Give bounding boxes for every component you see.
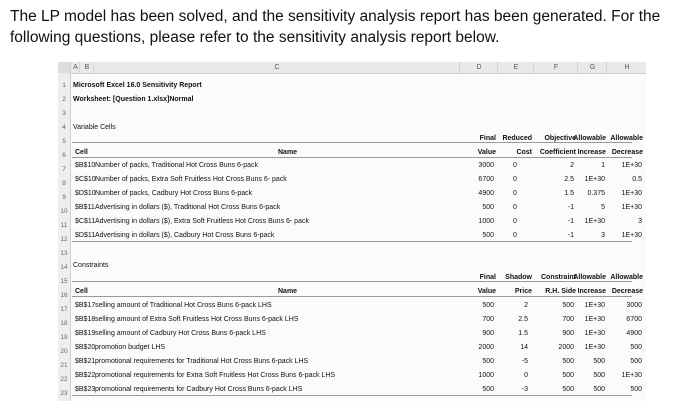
table-cell: 1E+30 [584, 302, 605, 309]
table-cell: 500 [630, 386, 642, 393]
column-c-header[interactable]: C [93, 62, 460, 73]
column-header: Cell [75, 149, 88, 156]
table-cell: 1 [601, 162, 605, 169]
row-number[interactable]: 21 [60, 362, 68, 369]
table-cell: $B$11 [75, 204, 95, 211]
column-header: Decrease [611, 288, 643, 295]
column-header: Name [278, 288, 298, 295]
table-cell: $B$18 [75, 316, 96, 323]
table-cell: 1.5 [518, 330, 528, 337]
column-e-header[interactable]: E [497, 62, 534, 73]
column-header: R.H. Side [545, 288, 576, 295]
table-cell: 5 [601, 204, 605, 211]
row-number[interactable]: 16 [60, 292, 68, 299]
column-header: Cell [75, 288, 88, 295]
table-cell: $B$23 [75, 386, 96, 393]
table-cell: $D$11 [75, 232, 96, 239]
table-cell: Advertising in dollars ($), Extra Soft Fruitless Hot Cross Buns 6- pack [95, 218, 309, 225]
table-cell: 900 [562, 330, 574, 337]
table-cell: -5 [521, 358, 528, 365]
table-cell: 0 [513, 218, 517, 225]
row-number[interactable]: 17 [60, 306, 68, 313]
table-cell: 0 [513, 204, 517, 211]
worksheet-label: Worksheet: [Question 1.xlsx]Normal [73, 96, 194, 103]
table-cell: 1E+30 [621, 372, 642, 379]
row-number[interactable]: 2 [62, 96, 66, 103]
table-cell: 1E+30 [621, 190, 642, 197]
header-divider [72, 296, 632, 297]
table-cell: 0 [513, 176, 517, 183]
table-cell: -1 [567, 204, 574, 211]
column-header: Increase [577, 149, 606, 156]
row-number[interactable]: 8 [62, 180, 66, 187]
table-cell: 1000 [478, 218, 494, 225]
column-header: Decrease [611, 149, 643, 156]
column-header: Final [479, 274, 496, 281]
column-header: Cost [516, 149, 532, 156]
table-cell: 0 [524, 372, 528, 379]
table-cell: Advertising in dollars ($), Cadbury Hot Cross Buns 6-pack [95, 232, 275, 239]
table-cell: 0.5 [632, 176, 642, 183]
column-d-header[interactable]: D [459, 62, 498, 73]
table-cell: promotional requirements for Traditional Hot Cross Buns 6-pack LHS [95, 358, 309, 365]
column-header: Coefficient [539, 149, 576, 156]
table-cell: 2 [524, 302, 528, 309]
select-all-corner[interactable] [58, 62, 70, 73]
table-cell: 500 [593, 358, 605, 365]
table-bottom-border [72, 395, 632, 396]
column-header: Objective [544, 135, 576, 142]
table-cell: 4900 [626, 330, 642, 337]
row-number[interactable]: 22 [60, 376, 68, 383]
header-divider [72, 142, 632, 143]
table-cell: promotion budget LHS [95, 344, 166, 351]
row-number[interactable]: 1 [62, 82, 66, 89]
table-cell: 1E+30 [621, 162, 642, 169]
table-cell: $C$10 [75, 176, 96, 183]
column-header: Value [477, 288, 496, 295]
table-cell: 1000 [478, 372, 494, 379]
table-cell: 2.5 [518, 316, 528, 323]
table-cell: 6700 [626, 316, 642, 323]
column-header: Allowable [573, 274, 606, 281]
table-cell: 1.5 [564, 190, 574, 197]
table-cell: -1 [567, 218, 574, 225]
table-cell: $C$11 [75, 218, 96, 225]
column-header: Allowable [610, 135, 643, 142]
table-cell: 500 [630, 344, 642, 351]
table-cell: 500 [482, 204, 494, 211]
column-header: Price [514, 288, 532, 295]
column-h-header[interactable]: H [606, 62, 646, 73]
table-cell: 700 [562, 316, 574, 323]
table-cell: 500 [482, 302, 494, 309]
table-cell: selling amount of Traditional Hot Cross Buns 6-pack LHS [95, 302, 272, 309]
table-cell: 500 [482, 232, 494, 239]
table-cell: 3 [601, 232, 605, 239]
column-header: Shadow [505, 274, 532, 281]
question-intro: The LP model has been solved, and the sensitivity analysis report has been generated. For the following questions, please refer to the sensitivity analysis report below. [10, 8, 661, 46]
table-cell: $B$20 [75, 344, 96, 351]
table-cell: -1 [567, 232, 574, 239]
table-cell: 500 [562, 358, 574, 365]
column-g-header[interactable]: G [577, 62, 607, 73]
variable-cells-heading: Variable Cells [73, 124, 116, 131]
table-bottom-border [72, 241, 632, 242]
row-number[interactable]: 20 [60, 348, 68, 355]
table-cell: 1E+30 [621, 204, 642, 211]
table-cell: 2000 [558, 344, 574, 351]
report-title: Microsoft Excel 16.0 Sensitivity Report [73, 82, 202, 89]
table-cell: 1E+30 [584, 176, 605, 183]
table-cell: 0 [513, 190, 517, 197]
column-a-header[interactable]: A [70, 62, 80, 73]
table-cell: $D$10 [75, 190, 96, 197]
table-cell: promotional requirements for Extra Soft Fruitless Hot Cross Buns 6-pack LHS [95, 372, 336, 379]
table-cell: 700 [482, 316, 494, 323]
table-cell: 1E+30 [584, 330, 605, 337]
table-cell: -3 [521, 386, 528, 393]
row-number[interactable]: 23 [60, 390, 68, 397]
table-cell: 900 [482, 330, 494, 337]
table-cell: 500 [562, 372, 574, 379]
table-cell: Number of packs, Extra Soft Fruitless Hot Cross Buns 6- pack [95, 176, 287, 183]
table-cell: 1E+30 [584, 316, 605, 323]
table-cell: 2 [570, 162, 574, 169]
table-cell: Number of packs, Cadbury Hot Cross Buns 6-pack [95, 190, 253, 197]
column-header: Final [479, 135, 496, 142]
table-cell: 14 [520, 344, 528, 351]
table-cell: 0.375 [587, 190, 605, 197]
table-cell: 4900 [478, 190, 494, 197]
table-cell: 0 [513, 232, 517, 239]
table-cell: Number of packs, Traditional Hot Cross Buns 6-pack [95, 162, 259, 169]
row-number[interactable]: 6 [62, 152, 66, 159]
row-number[interactable]: 13 [60, 250, 68, 257]
constraints-heading: Constraints [73, 262, 109, 269]
row-number[interactable]: 18 [60, 320, 68, 327]
header-divider [72, 281, 632, 282]
row-number[interactable]: 19 [60, 334, 68, 341]
column-header: Value [477, 149, 496, 156]
table-cell: $B$17 [75, 302, 96, 309]
table-cell: selling amount of Cadbury Hot Cross Buns 6-pack LHS [95, 330, 266, 337]
table-cell: 2.5 [564, 176, 574, 183]
table-cell: $B$22 [75, 372, 96, 379]
row-number[interactable]: 4 [62, 124, 66, 131]
row-number[interactable]: 5 [62, 138, 66, 145]
row-number[interactable]: 14 [60, 264, 68, 271]
row-number[interactable]: 12 [60, 236, 68, 243]
header-divider [72, 157, 632, 158]
column-header: Name [278, 149, 298, 156]
table-cell: 500 [562, 386, 574, 393]
spreadsheet-screenshot [58, 62, 646, 401]
table-cell: $B$10 [75, 162, 96, 169]
table-cell: promotional requirements for Cadbury Hot Cross Buns 6-pack LHS [95, 386, 303, 393]
column-header: Reduced [502, 135, 532, 142]
table-cell: 0 [513, 162, 517, 169]
table-cell: 6700 [478, 176, 494, 183]
row-header-bar [58, 73, 71, 401]
table-cell: 1E+30 [584, 218, 605, 225]
table-cell: $B$19 [75, 330, 96, 337]
table-cell: Advertising in dollars ($), Traditional Hot Cross Buns 6-pack [95, 204, 281, 211]
table-cell: 1E+30 [621, 232, 642, 239]
column-header-bar [58, 62, 646, 74]
column-header: Allowable [610, 274, 643, 281]
row-number[interactable]: 9 [62, 194, 66, 201]
table-cell: 500 [630, 358, 642, 365]
table-cell: 500 [593, 372, 605, 379]
column-header: Allowable [573, 135, 606, 142]
table-cell: 500 [482, 386, 494, 393]
row-number[interactable]: 3 [62, 110, 66, 117]
row-number[interactable]: 7 [62, 166, 66, 173]
table-cell: 500 [482, 358, 494, 365]
table-cell: 500 [562, 302, 574, 309]
table-cell: 500 [593, 386, 605, 393]
table-cell: $B$21 [75, 358, 96, 365]
row-number[interactable]: 10 [60, 208, 68, 215]
column-b-header[interactable]: B [79, 62, 94, 73]
table-cell: 3000 [478, 162, 494, 169]
column-header: Constraint [541, 274, 576, 281]
row-number[interactable]: 15 [60, 278, 68, 285]
table-cell: 3 [638, 218, 642, 225]
table-cell: selling amount of Extra Soft Fruitless Hot Cross Buns 6-pack LHS [95, 316, 299, 323]
column-header: Increase [577, 288, 606, 295]
row-number[interactable]: 11 [60, 222, 68, 229]
table-cell: 2000 [478, 344, 494, 351]
table-cell: 3000 [626, 302, 642, 309]
table-cell: 1E+30 [584, 344, 605, 351]
column-f-header[interactable]: F [533, 62, 578, 73]
